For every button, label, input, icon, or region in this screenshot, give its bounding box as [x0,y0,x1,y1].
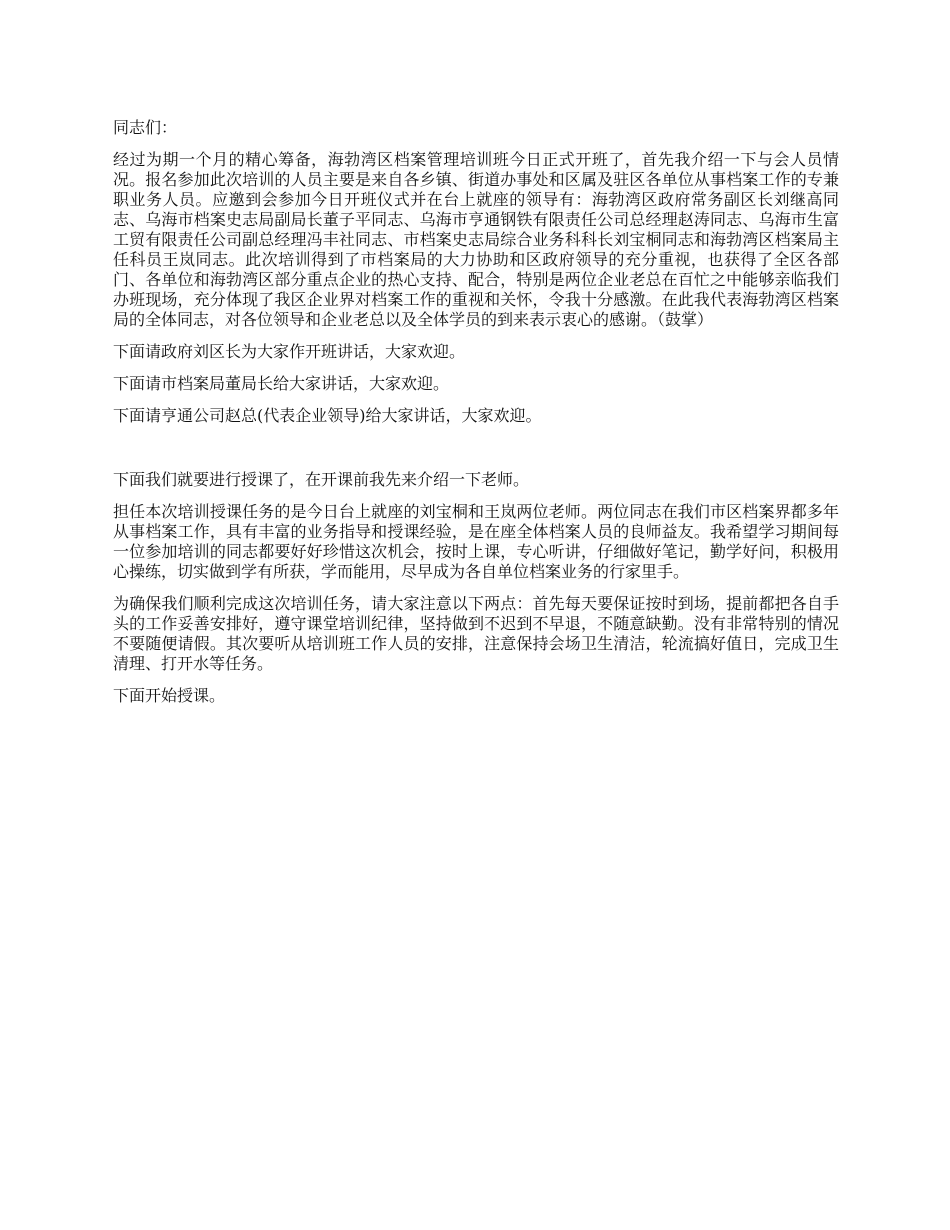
document-body [113,118,839,718]
speech-invitation-district-head: 下面请政府刘区长为大家作开班讲话，大家欢迎。 [113,342,466,361]
teacher-intro-paragraph: 担任本次培训授课任务的是今日台上就座的刘宝桐和王岚两位老师。两位同志在我们市区档案界都多年从事档案工作，具有丰富的业务指导和授课经验，是在座全体档案人员的良师益友。我希望学习期间每一位参加培训的同志都要好好珍惜这次机会，按时上课，专心听讲，仔细做好笔记，勤学好问，积极用心操练，切实做到学有所获，学而能用，尽早成为各自单位档案业务的行家里手。 [113,502,839,581]
closing-line: 下面开始授课。 [113,686,226,705]
salutation: 同志们： [113,118,178,137]
opening-paragraph: 经过为期一个月的精心筹备，海勃湾区档案管理培训班今日正式开班了，首先我介绍一下与会人员情况。报名参加此次培训的人员主要是来自各乡镇、街道办事处和区属及驻区各单位从事档案工作的专兼职业务人员。应邀到会参加今日开班仪式并在台上就座的领导有：海勃湾区政府常务副区长刘继高同志、乌海市档案史志局副局长董子平同志、乌海市亨通钢铁有限责任公司总经理赵涛同志、乌海市生富工贸有限责任公司副总经理冯丰社同志、市档案史志局综合业务科科长刘宝桐同志和海勃湾区档案局主任科员王岚同志。此次培训得到了市档案局的大力协助和区政府领导的充分重视，也获得了全区各部门、各单位和海勃湾区部分重点企业的热心支持、配合，特别是两位企业老总在百忙之中能够亲临我们办班现场，充分体现了我区企业界对档案工作的重视和关怀，令我十分感激。在此我代表海勃湾区档案局的全体同志，对各位领导和企业老总以及全体学员的到来表示衷心的感谢。（鼓掌） [113,150,839,329]
teacher-intro-lead: 下面我们就要进行授课了，在开课前我先来介绍一下老师。 [113,470,530,489]
paragraph-gap [113,438,839,470]
training-notes-paragraph: 为确保我们顺利完成这次培训任务，请大家注意以下两点：首先每天要保证按时到场，提前都把各自手头的工作妥善安排好，遵守课堂培训纪律，坚持做到不迟到不早退，不随意缺勤。没有非常特别的情况不要随便请假。其次要听从培训班工作人员的安排，注意保持会场卫生清洁，轮流搞好值日，完成卫生清理、打开水等任务。 [113,594,839,673]
speech-invitation-archive-bureau: 下面请市档案局董局长给大家讲话，大家欢迎。 [113,374,450,393]
speech-invitation-company: 下面请亨通公司赵总(代表企业领导)给大家讲话，大家欢迎。 [113,406,542,425]
